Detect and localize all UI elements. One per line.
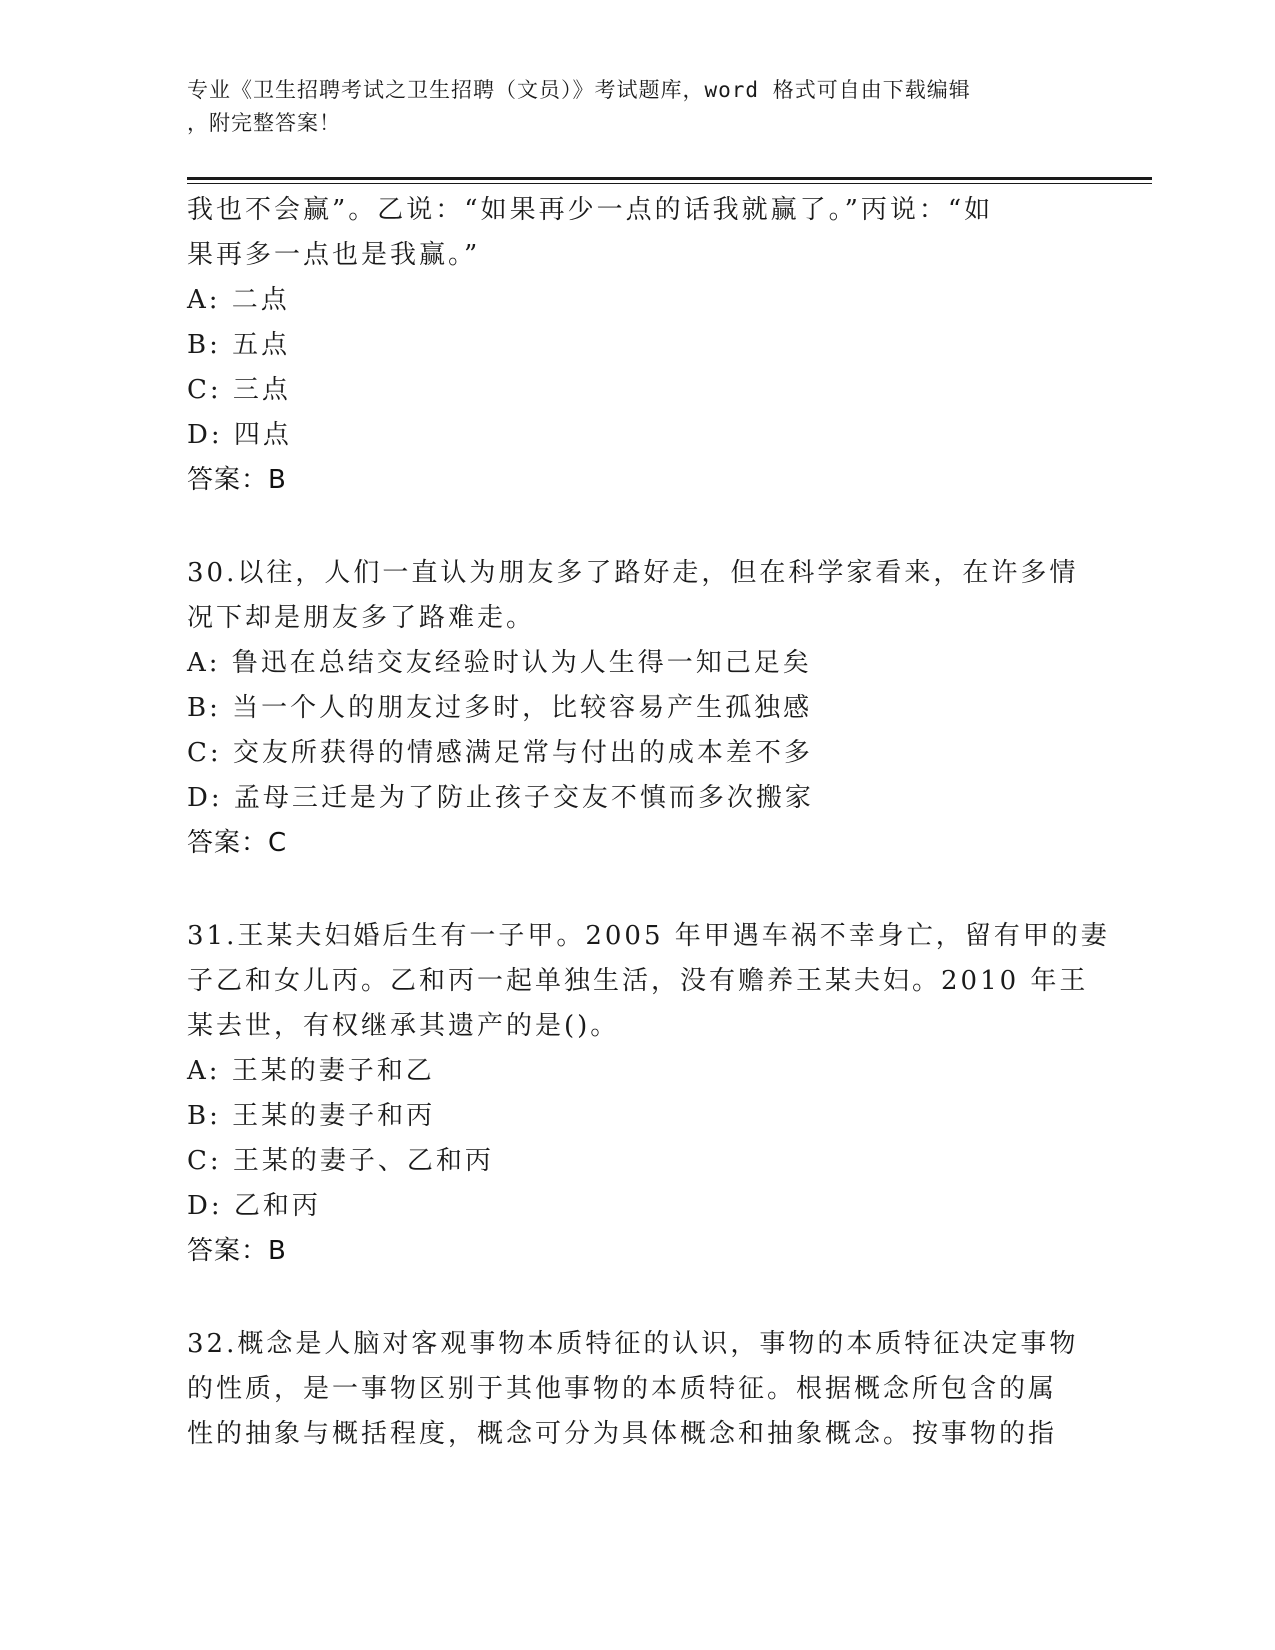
question-text-line: 32.概念是人脑对客观事物本质特征的认识，事物的本质特征决定事物 [187,1329,1079,1359]
option-a: A: 王某的妻子和乙 [187,1056,435,1086]
option-c: C: 三点 [187,375,291,405]
answer: 答案：C [187,828,288,858]
question-31 [187,914,1110,1274]
question-text-line: 子乙和女儿丙。乙和丙一起单独生活，没有赡养王某夫妇。2010 年王 [187,966,1089,996]
question-30 [187,551,1087,866]
question-text-line: 我也不会赢”。乙说：“如果再少一点的话我就赢了。”丙说：“如 [187,195,994,225]
question-text-line: 30.以往，人们一直认为朋友多了路好走，但在科学家看来，在许多情 [187,558,1079,588]
option-b: B: 五点 [187,330,291,360]
question-32 [187,1322,1087,1457]
option-d: D: 孟母三迁是为了防止孩子交友不慎而多次搬家 [187,783,814,813]
header-divider-thick [187,177,1152,180]
document-header [187,74,1067,140]
option-d: D: 乙和丙 [187,1191,321,1221]
header-line-2: ，附完整答案！ [187,111,341,135]
answer: 答案：B [187,465,287,495]
question-text-line: 况下却是朋友多了路难走。 [187,603,536,633]
option-c: C: 王某的妻子、乙和丙 [187,1146,494,1176]
option-b: B: 王某的妻子和丙 [187,1101,436,1131]
question-text-line: 的性质，是一事物区别于其他事物的本质特征。根据概念所包含的属 [187,1374,1058,1404]
question-text-line: 性的抽象与概括程度，概念可分为具体概念和抽象概念。按事物的指 [187,1419,1058,1449]
header-line-1: 专业《卫生招聘考试之卫生招聘（文员）》考试题库，word 格式可自由下载编辑 [187,78,971,102]
option-c: C: 交友所获得的情感满足常与付出的成本差不多 [187,738,813,768]
question-text-line: 果再多一点也是我赢。” [187,240,481,270]
option-d: D: 四点 [187,420,292,450]
question-text-line: 某去世，有权继承其遗产的是()。 [187,1011,620,1041]
question-29-continuation [187,188,1087,503]
document-body [187,188,1110,1457]
option-a: A: 鲁迅在总结交友经验时认为人生得一知己足矣 [187,648,812,678]
answer: 答案：B [187,1236,287,1266]
header-divider-thin [187,183,1152,184]
option-b: B: 当一个人的朋友过多时，比较容易产生孤独感 [187,693,813,723]
question-text-line: 31.王某夫妇婚后生有一子甲。2005 年甲遇车祸不幸身亡，留有甲的妻 [187,921,1110,951]
option-a: A: 二点 [187,285,290,315]
